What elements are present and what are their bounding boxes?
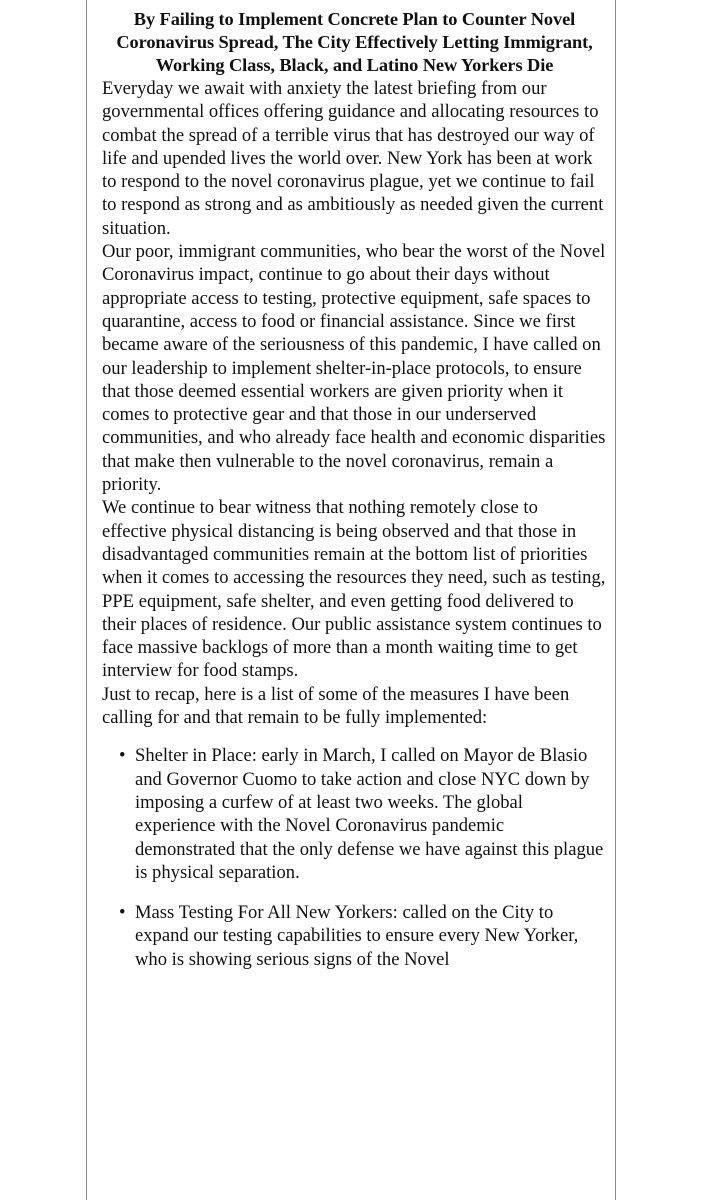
measure-shelter-in-place: Shelter in Place: early in March, I called on Mayor de Blasio and Governor Cuomo to take action and close NYC down by imposing a curfew of at least two weeks. The global experience with the Novel Coronavirus pandemic demonstrated that the only defense we have against this plague is physical separation. <box>135 745 604 883</box>
paragraph-communities: Our poor, immigrant communities, who bear the worst of the Novel Coronavirus impact, continue to go about their days without appropriate access to testing, protective equipment, safe spaces to quarantine, access to food or financial assistance. Since we first became aware of the seriousness of this pandemic, I have called on our leadership to implement shelter-in-place protocols, to ensure that those deemed essential workers are given priority when it comes to protective gear and that those in our underserved communities, and who already face health and economic disparities that make then vulnerable to the novel coronavirus, remain a priority. <box>102 241 606 496</box>
press-release-title: By Failing to Implement Concrete Plan to Counter Novel Coronavirus Spread, The City Effectively Letting Immigrant, Working Class, Black, and Latino New Yorkers Die <box>116 9 593 75</box>
measure-mass-testing: Mass Testing For All New Yorkers: called on the City to expand our testing capabilities to ensure every New Yorker, who is showing serious signs of the Novel <box>135 902 579 970</box>
paragraph-distancing: We continue to bear witness that nothing remotely close to effective physical distancing is being observed and that those in disadvantaged communities remain at the bottom list of priorities when it comes to accessing the resources they need, such as testing, PPE equipment, safe shelter, and even getting food delivered to their places of residence. Our public assistance system continues to face massive backlogs of more than a month waiting time to get interview for food stamps. <box>102 497 606 682</box>
paragraph-intro: Everyday we await with anxiety the latest briefing from our governmental offices offering guidance and allocating resources to combat the spread of a terrible virus that has destroyed our way of life and upended lives the world over. New York has been at work to respond to the novel coronavirus plague, yet we continue to fail to respond as strong and as ambitiously as needed given the current situation. <box>102 78 604 239</box>
list-item <box>102 744 607 884</box>
list-item <box>102 901 607 971</box>
bullet-icon: • <box>119 745 126 767</box>
document-content <box>102 8 607 988</box>
measures-list <box>102 744 607 971</box>
bullet-icon: • <box>119 902 126 924</box>
paragraph-recap: Just to recap, here is a list of some of the measures I have been calling for and that remain to be fully implemented: <box>102 683 570 729</box>
